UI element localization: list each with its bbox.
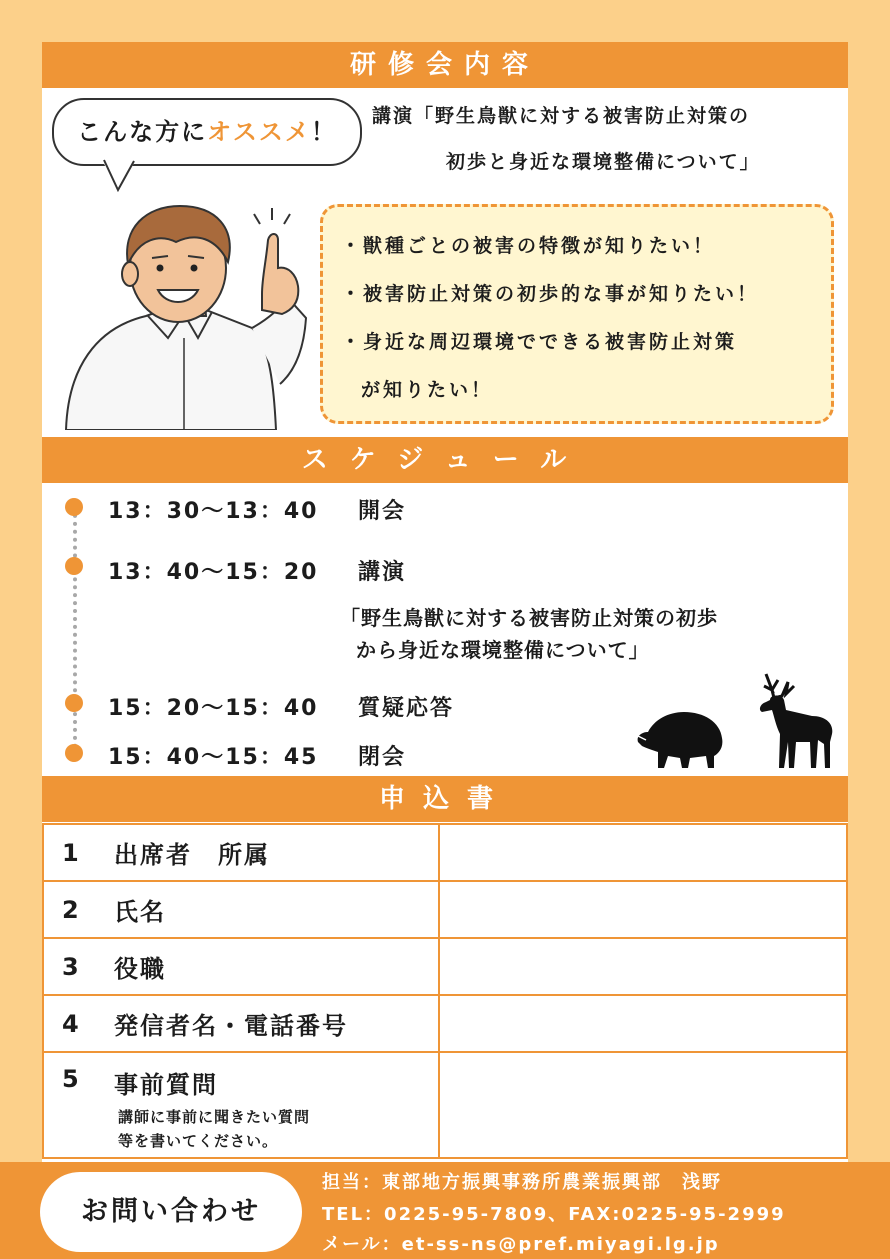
form-row-note-line1: 講師に事前に聞きたい質問 bbox=[118, 1108, 311, 1126]
recommend-box bbox=[320, 204, 834, 424]
form-row-number: 3 bbox=[62, 952, 79, 981]
form-row bbox=[43, 995, 847, 1052]
form-row-label: 役職 bbox=[114, 955, 166, 983]
lecture-title-line1: 講演「野生鳥獣に対する被害防止対策の bbox=[372, 105, 751, 127]
form-row bbox=[43, 1052, 847, 1158]
timeline-line bbox=[73, 506, 77, 756]
form-input-questions[interactable] bbox=[439, 1052, 847, 1158]
form-label-cell bbox=[43, 1052, 439, 1158]
form-label-cell bbox=[43, 938, 439, 995]
contact-email[interactable]: メール：et-ss-ns@pref.miyagi.lg.jp bbox=[322, 1234, 720, 1255]
section-title-content: 研修会内容 bbox=[42, 42, 848, 88]
lecture-title bbox=[372, 104, 842, 174]
contact-label: お問い合わせ bbox=[40, 1172, 302, 1252]
form-row bbox=[43, 824, 847, 881]
schedule-label: 質疑応答 bbox=[358, 696, 455, 721]
bubble-prefix: こんな方に bbox=[77, 118, 208, 146]
recommend-bubble bbox=[52, 98, 362, 166]
form-label-cell bbox=[43, 995, 439, 1052]
schedule-detail-line1: 「野生鳥獣に対する被害防止対策の初歩 bbox=[340, 606, 718, 630]
timeline-dot bbox=[65, 694, 83, 712]
contact-footer bbox=[0, 1162, 890, 1259]
form-input-sender-phone[interactable] bbox=[439, 995, 847, 1052]
form-row-number: 4 bbox=[62, 1009, 79, 1038]
form-row-number: 2 bbox=[62, 895, 79, 924]
schedule-label: 講演 bbox=[358, 560, 407, 585]
form-label-cell bbox=[43, 881, 439, 938]
form-row-number: 5 bbox=[62, 1065, 79, 1093]
form-label-cell bbox=[43, 824, 439, 881]
schedule-label: 閉会 bbox=[358, 745, 407, 770]
bubble-tail-icon bbox=[100, 158, 150, 192]
bubble-suffix: ！ bbox=[310, 118, 337, 146]
form-input-position[interactable] bbox=[439, 938, 847, 995]
application-form bbox=[42, 823, 848, 1159]
form-row-label: 出席者 所属 bbox=[114, 841, 270, 869]
recommend-item: ・身近な周辺環境でできる被害防止対策 bbox=[341, 331, 738, 353]
schedule-time: 13：30〜13：40 bbox=[108, 499, 319, 524]
lecture-title-line2: 初歩と身近な環境整備について」 bbox=[446, 151, 761, 173]
form-row bbox=[43, 881, 847, 938]
form-row-number: 1 bbox=[62, 838, 79, 867]
deer-icon bbox=[752, 672, 836, 770]
section-title-schedule: スケジュール bbox=[42, 437, 848, 483]
form-input-affiliation[interactable] bbox=[439, 824, 847, 881]
timeline-dot bbox=[65, 557, 83, 575]
bubble-accent: オススメ bbox=[207, 118, 311, 146]
form-row-label: 発信者名・電話番号 bbox=[114, 1012, 348, 1040]
recommend-item: ・被害防止対策の初歩的な事が知りたい！ bbox=[341, 283, 760, 305]
recommend-item: が知りたい！ bbox=[361, 379, 494, 401]
timeline-dot bbox=[65, 498, 83, 516]
schedule-time: 15：40〜15：45 bbox=[108, 745, 319, 770]
section-title-form: 申込書 bbox=[42, 776, 848, 822]
schedule-time: 15：20〜15：40 bbox=[108, 696, 319, 721]
contact-person: 担当：東部地方振興事務所農業振興部 浅野 bbox=[322, 1172, 722, 1193]
schedule-time: 13：40〜15：20 bbox=[108, 560, 319, 585]
form-row-note bbox=[44, 1105, 438, 1153]
contact-phone: TEL：0225-95-7809、FAX:0225-95-2999 bbox=[322, 1204, 786, 1225]
schedule-lecture-detail bbox=[340, 602, 718, 666]
boar-icon bbox=[634, 702, 726, 770]
recommend-item: ・獣種ごとの被害の特徴が知りたい！ bbox=[341, 235, 716, 257]
schedule-detail-line2: から身近な環境整備について」 bbox=[356, 638, 650, 662]
schedule-label: 開会 bbox=[358, 499, 407, 524]
form-row-label: 氏名 bbox=[114, 898, 166, 926]
form-row-note-line2: 等を書いてください。 bbox=[118, 1132, 279, 1150]
form-row-label: 事前質問 bbox=[114, 1071, 218, 1099]
form-input-name[interactable] bbox=[439, 881, 847, 938]
presenter-illustration-icon bbox=[56, 198, 318, 430]
form-row bbox=[43, 938, 847, 995]
timeline-dot bbox=[65, 744, 83, 762]
